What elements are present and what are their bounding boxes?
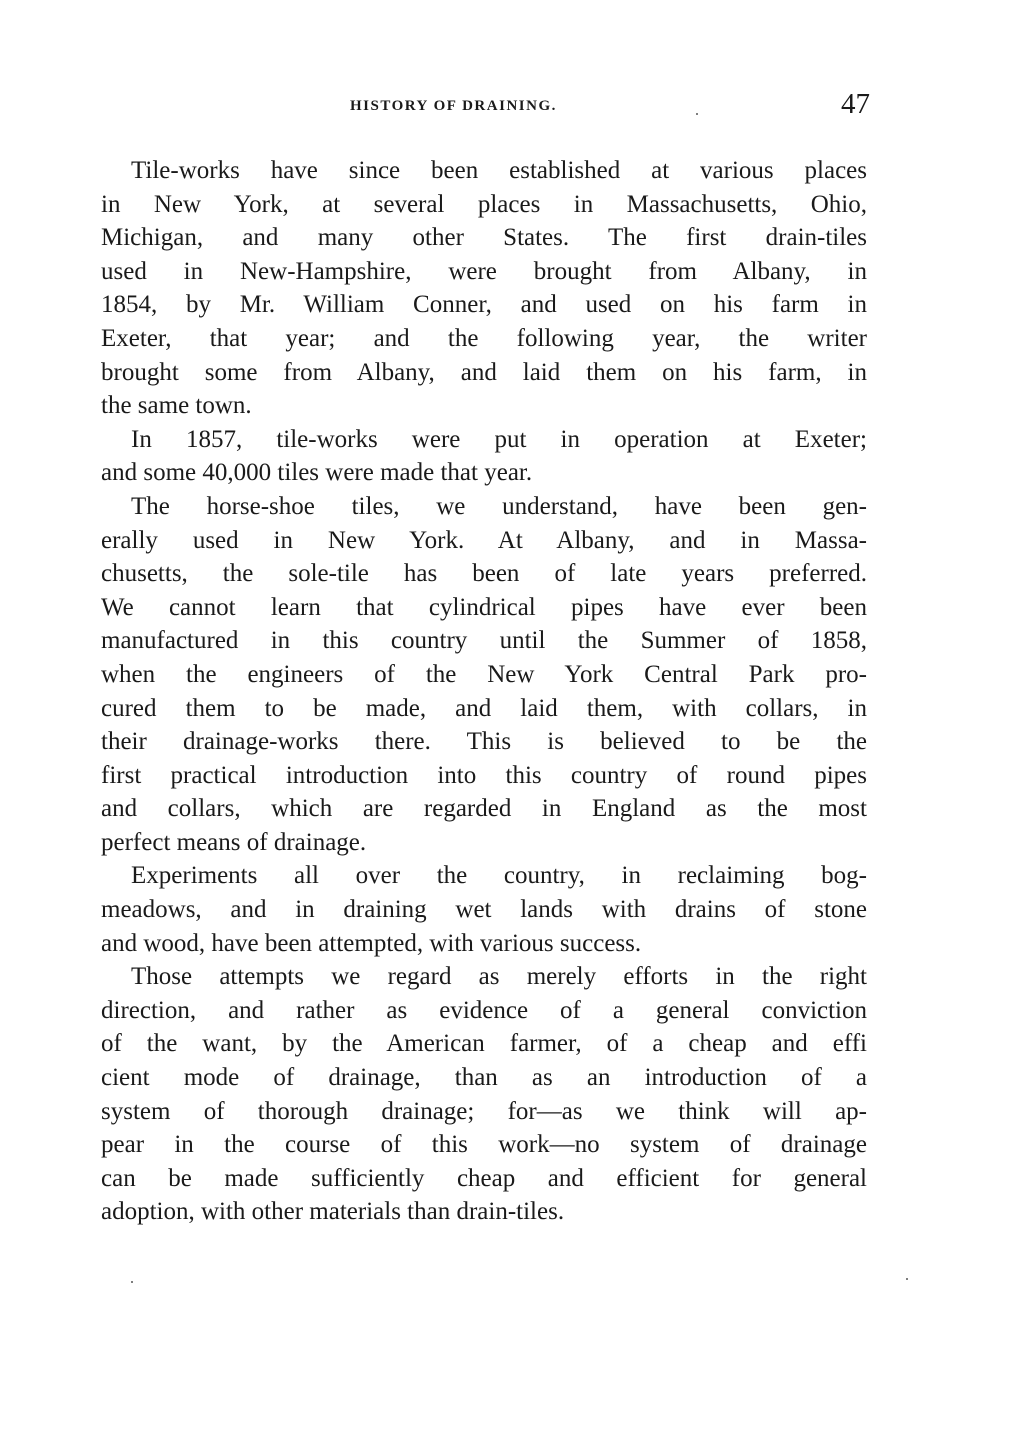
text-line: meadows, and in draining wet lands with drains of stone — [101, 896, 867, 924]
text-line: adoption, with other materials than drain-tiles. — [101, 1198, 565, 1226]
text-line: manufactured in this country until the Summer of 1858, — [101, 627, 867, 655]
text-line: direction, and rather as evidence of a general conviction — [101, 996, 867, 1024]
paragraph — [101, 960, 867, 1229]
text-line: Michigan, and many other States. The first drain-tiles — [101, 224, 867, 252]
body-text — [101, 154, 867, 1229]
text-line: 1854, by Mr. William Conner, and used on his farm in — [101, 291, 867, 319]
text-line: first practical introduction into this country of round pipes — [101, 761, 867, 789]
text-line: pear in the course of this work—no system of drainage — [101, 1131, 867, 1159]
scan-speck — [696, 113, 698, 115]
text-line: Experiments all over the country, in reclaiming bog- — [131, 862, 867, 890]
text-line: and wood, have been attempted, with various success. — [101, 929, 642, 957]
text-line: and some 40,000 tiles were made that year. — [101, 459, 533, 487]
text-line: system of thorough drainage; for—as we think will ap- — [101, 1097, 867, 1125]
paragraph — [101, 154, 867, 423]
text-line: and collars, which are regarded in England as the most — [101, 795, 867, 823]
text-line: erally used in New York. At Albany, and in Massa- — [101, 526, 867, 554]
text-line: the same town. — [101, 392, 252, 420]
text-line: Exeter, that year; and the following year, the writer — [101, 324, 867, 352]
text-line: The horse-shoe tiles, we understand, have been gen- — [131, 492, 867, 520]
text-line: cient mode of drainage, than as an introduction of a — [101, 1064, 867, 1092]
text-line: Those attempts we regard as merely efforts in the right — [131, 963, 867, 991]
running-head-title: HISTORY OF DRAINING. — [350, 98, 557, 114]
scan-speck — [906, 1278, 908, 1280]
paragraph — [101, 490, 867, 860]
text-line: their drainage-works there. This is believed to be the — [101, 728, 867, 756]
text-line: cured them to be made, and laid them, with collars, in — [101, 694, 867, 722]
text-line: Tile-works have since been established at various places — [131, 157, 867, 184]
text-line: We cannot learn that cylindrical pipes have ever been — [101, 593, 867, 621]
paragraph — [101, 423, 867, 490]
text-line: used in New-Hampshire, were brought from Albany, in — [101, 257, 867, 285]
scan-speck — [131, 1281, 133, 1283]
text-line: in New York, at several places in Massachusetts, Ohio, — [101, 190, 867, 218]
text-line: In 1857, tile-works were put in operation at Exeter; — [131, 425, 867, 453]
running-head — [100, 88, 870, 128]
page-number: 47 — [841, 88, 870, 120]
text-line: chusetts, the sole-tile has been of late years preferred. — [101, 560, 867, 588]
text-line: of the want, by the American farmer, of a cheap and effi — [101, 1030, 867, 1058]
text-line: when the engineers of the New York Central Park pro- — [101, 660, 867, 688]
text-line: perfect means of drainage. — [101, 828, 367, 856]
paragraph — [101, 859, 867, 960]
text-line: brought some from Albany, and laid them on his farm, in — [101, 358, 867, 386]
text-line: can be made sufficiently cheap and efficient for general — [101, 1164, 867, 1192]
